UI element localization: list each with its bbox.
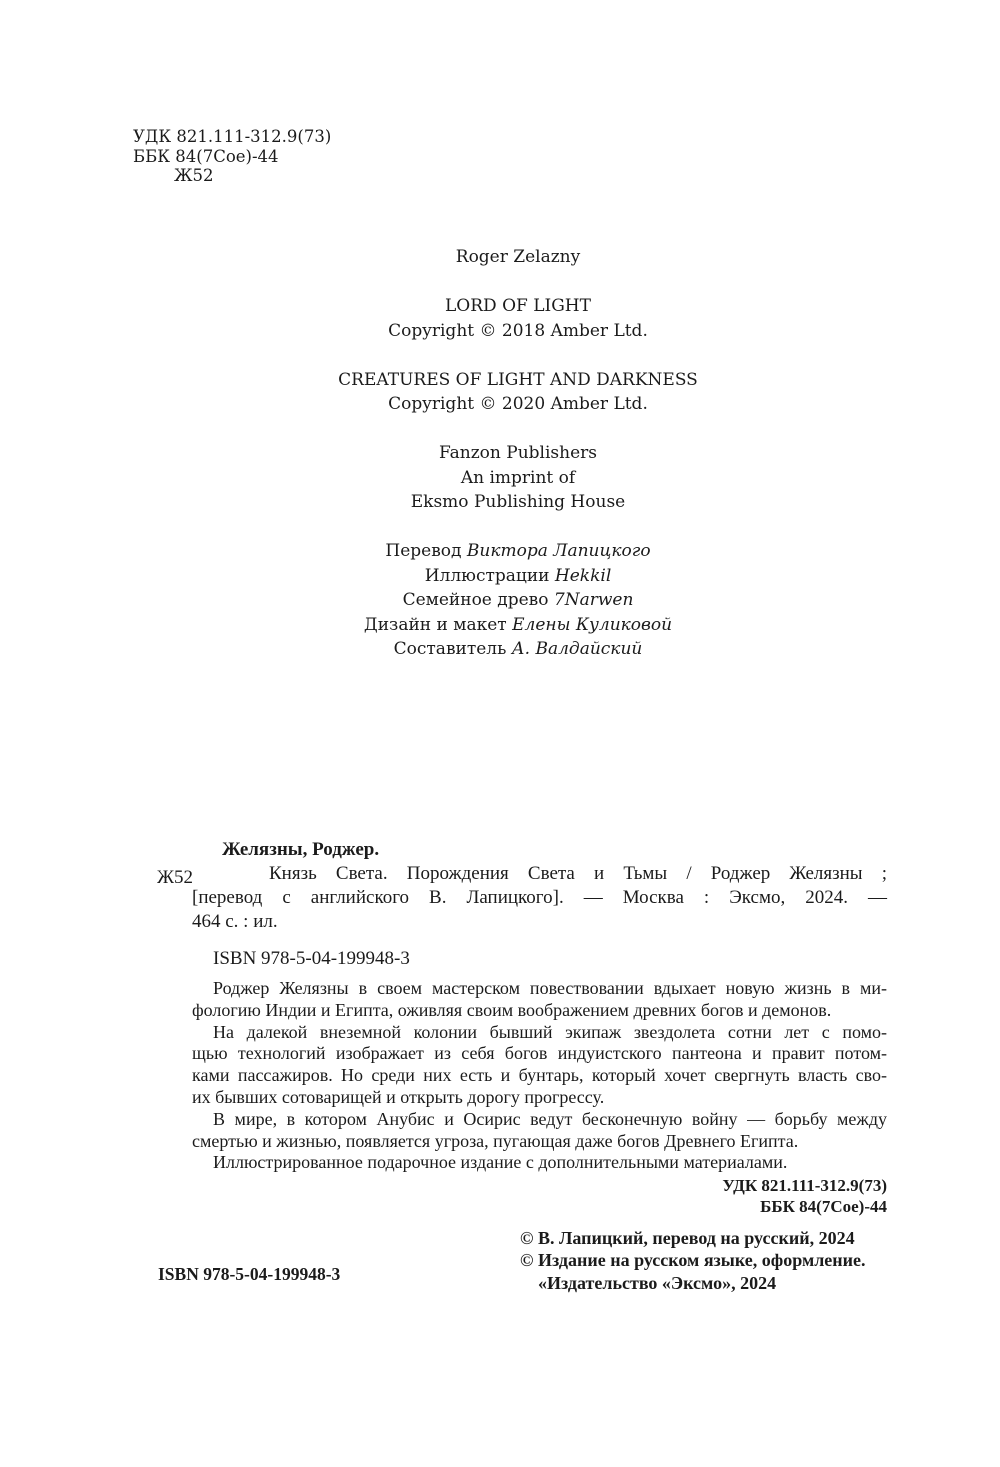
imprint-group — [68, 441, 968, 515]
imprint-text: Eksmo Publishing House — [410, 492, 626, 512]
imprint-line — [68, 613, 968, 638]
annotation-line: В мире, в котором Анубис и Осирис ведут бесконечную войну — борьбу между — [213, 1108, 887, 1129]
bbc-code: ББК 84(7Сое)-44 — [133, 146, 279, 166]
imprint-text: Семейное древо — [402, 590, 554, 610]
udc-code: УДК 821.111-312.9(73) — [133, 127, 332, 146]
imprint-block — [68, 245, 968, 662]
imprint-line — [68, 637, 968, 662]
annotation-paragraph — [192, 1152, 887, 1174]
catalog-card — [192, 838, 887, 971]
imprint-line — [68, 245, 968, 270]
copyright-line: © В. Лапицкий, перевод на русский, 2024 — [520, 1228, 855, 1248]
credit-name-italic: 7Narwen — [553, 590, 634, 610]
credit-name-italic: Hekkil — [554, 565, 612, 586]
imprint-line — [68, 466, 968, 491]
imprint-text: Составитель — [393, 639, 512, 659]
imprint-group — [68, 539, 968, 662]
annotation-line: Иллюстрированное подарочное издание с дополнительными материалами. — [213, 1152, 788, 1173]
imprint-line — [68, 294, 968, 319]
imprint-text: Copyright © 2020 Amber Ltd. — [388, 394, 648, 414]
annotation-line: ками пассажиров. Но среди них есть и бунтарь, который хочет свергнуть власть сво- — [192, 1065, 887, 1086]
imprint-line — [68, 392, 968, 417]
annotation-paragraph — [192, 1109, 887, 1153]
imprint-line — [68, 441, 968, 466]
imprint-line — [68, 588, 968, 613]
udc-code-bottom: УДК 821.111-312.9(73) — [722, 1176, 887, 1196]
annotation-line: их бывших сотоварищей и открыть дорогу прогрессу. — [192, 1086, 605, 1107]
credit-name-italic: Елены Куликовой — [512, 614, 673, 635]
annotation-paragraph — [192, 1022, 887, 1109]
imprint-text: Дизайн и макет — [363, 614, 513, 635]
imprint-text: Иллюстрации — [424, 565, 555, 586]
imprint-line — [68, 490, 968, 515]
credit-name-italic: Виктора Лапицкого — [466, 541, 651, 561]
copyright-block — [520, 1227, 900, 1294]
annotation-block — [192, 978, 887, 1217]
annotation-line: На далекой внеземной колонии бывший экипаж звездолета сотни лет с помо- — [213, 1021, 887, 1042]
author-sign-card: Ж52 — [157, 867, 194, 888]
description-line: [перевод с английского В. Лапицкого]. — Москва : Эксмо, 2024. — — [192, 887, 887, 908]
annotation-line: Роджер Желязны в своем мастерском повествовании вдыхает новую жизнь в ми- — [213, 978, 887, 998]
card-isbn: ISBN 978-5-04-199948-3 — [213, 948, 410, 969]
author-heading: Желязны, Роджер. — [222, 839, 380, 860]
imprint-text: An imprint of — [460, 467, 576, 488]
annotation-line: щью технологий изображает из себя богов индуистского пантеона и правит потом- — [192, 1043, 887, 1064]
imprint-group — [68, 245, 968, 270]
imprint-text: Roger Zelazny — [455, 247, 581, 267]
credit-name-italic: А. Валдайский — [511, 639, 643, 659]
imprint-line — [68, 319, 968, 344]
imprint-text: Перевод — [385, 541, 467, 561]
top-codes-block — [133, 127, 331, 186]
bbc-code-bottom: ББК 84(7Сое)-44 — [760, 1197, 887, 1217]
description-line: Князь Света. Порождения Света и Тьмы / Роджер Желязны ; — [269, 863, 887, 884]
footer-isbn: ISBN 978-5-04-199948-3 — [158, 1264, 341, 1284]
imprint-line — [68, 564, 968, 589]
annotation-line: смертью и жизнью, появляется угроза, пугающая даже богов Древнего Египта. — [192, 1130, 799, 1151]
imprint-text: Copyright © 2018 Amber Ltd. — [388, 320, 648, 341]
imprint-group — [68, 294, 968, 343]
annotation-paragraphs — [192, 978, 887, 1174]
author-sign-top: Ж52 — [174, 166, 214, 185]
imprint-line — [68, 368, 968, 393]
imprint-text: Fanzon Publishers — [439, 443, 597, 463]
imprint-line — [68, 539, 968, 564]
bottom-codes-block — [192, 1175, 887, 1217]
imprint-group — [68, 368, 968, 417]
copyright-line: © Издание на русском языке, оформление. — [520, 1250, 866, 1271]
card-description — [192, 862, 887, 934]
description-line: 464 с. : ил. — [192, 911, 278, 932]
imprint-text: CREATURES OF LIGHT AND DARKNESS — [338, 369, 698, 390]
annotation-line: фологию Индии и Египта, оживляя своим воображением древних богов и демонов. — [192, 999, 832, 1020]
imprint-text: LORD OF LIGHT — [445, 296, 591, 316]
annotation-paragraph — [192, 978, 887, 1022]
copyright-line: «Издательство «Эксмо», 2024 — [538, 1272, 777, 1293]
